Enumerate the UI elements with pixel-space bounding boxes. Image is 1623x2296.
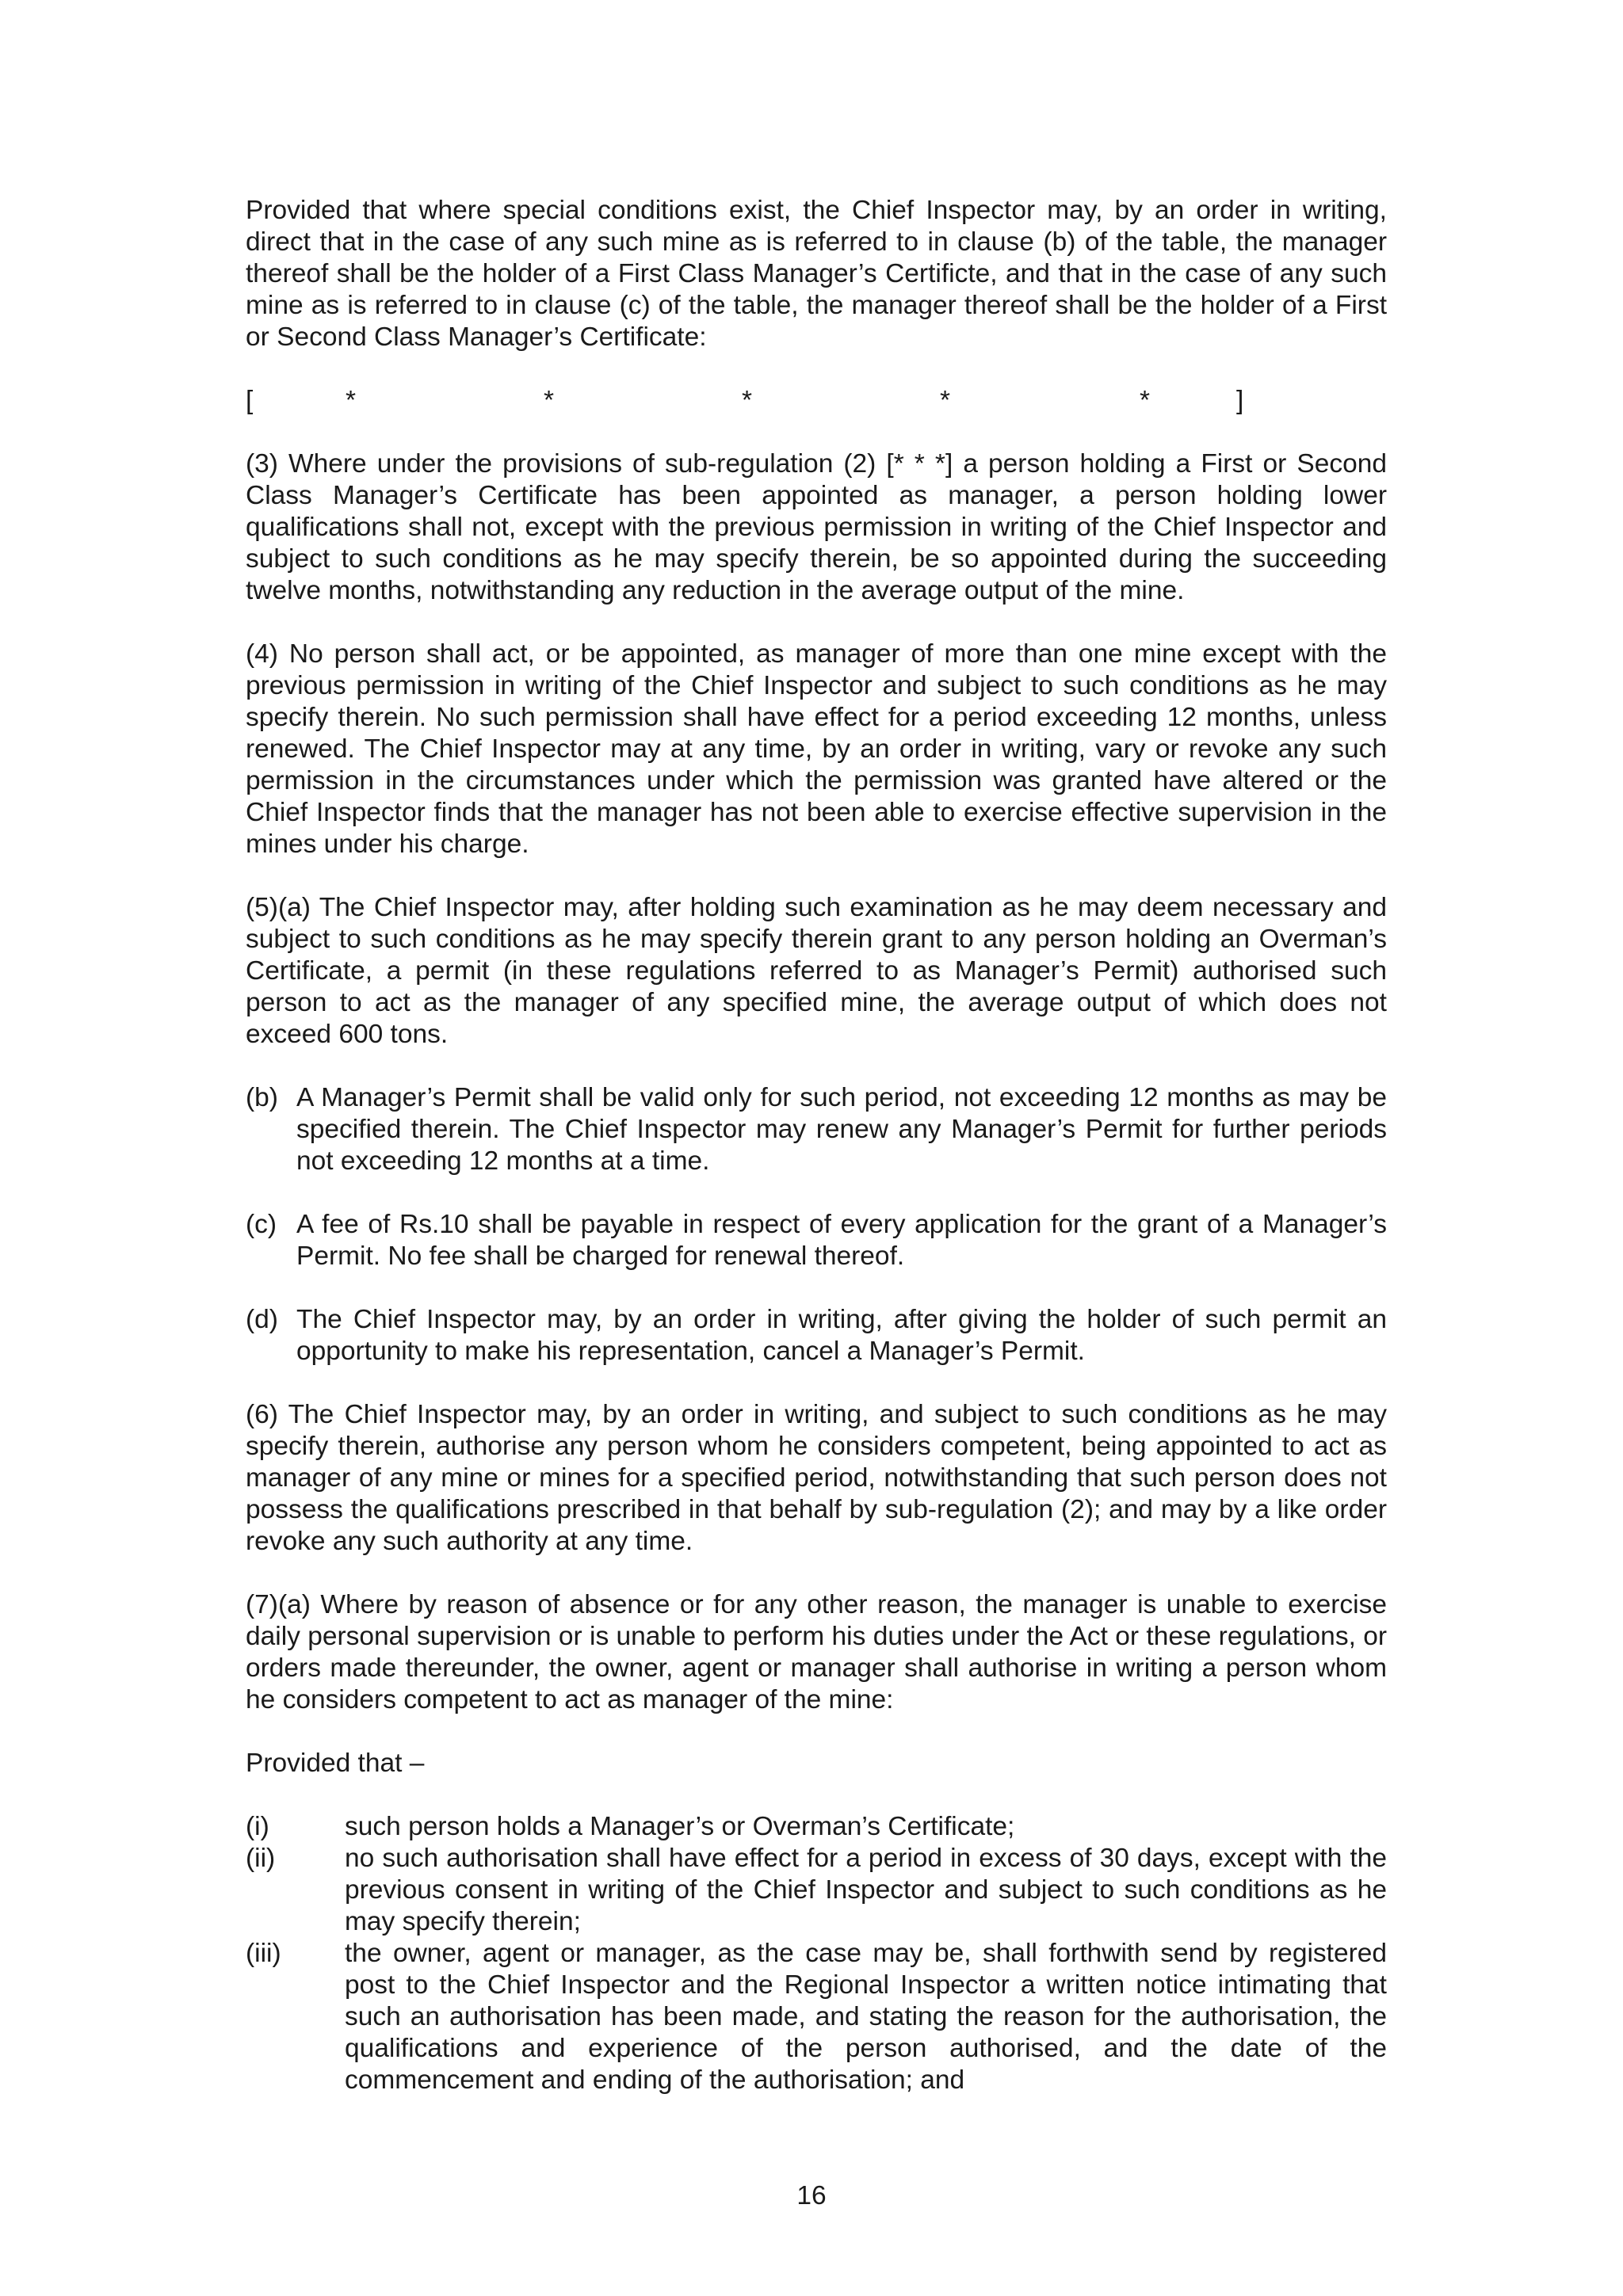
- sub-item-text: A fee of Rs.10 shall be payable in respect of every application for the grant of a Manager’s Permit. No fee shall be charged for renewal thereof.: [296, 1210, 1387, 1271]
- close-bracket: ]: [1236, 386, 1244, 415]
- paragraph-6: (6) The Chief Inspector may, by an order in writing, and subject to such conditions as he may specify therein, authorise any person whom he considers competent, being appointed to act as manager of any mine or mines for a specified period, notwithstanding that such person does not possess the qualifications prescribed in that behalf by sub-regulation (2); and may by a like order revoke any such authority at any time.: [246, 1400, 1387, 1556]
- paragraph-7a: (7)(a) Where by reason of absence or for any other reason, the manager is unable to exercise daily personal supervision or is unable to perform his duties under the Act or these regulations, or orders made thereunder, the owner, agent or manager shall authorise in writing a person whom he considers competent to act as manager of the mine:: [246, 1590, 1387, 1714]
- sub-item-5d: [246, 1304, 1387, 1367]
- roman-item-i: [246, 1811, 1387, 1843]
- paragraph-3: (3) Where under the provisions of sub-regulation (2) [* * *] a person holding a First or Second Class Manager’s Certificate has been appointed as manager, a person holding lower qualifications shall not, except with the previous permission in writing of the Chief Inspector and subject to such conditions as he may specify therein, be so appointed during the succeeding twelve months, notwithstanding any reduction in the average output of the mine.: [246, 449, 1387, 605]
- paragraph-5a: (5)(a) The Chief Inspector may, after holding such examination as he may deem necessary and subject to such conditions as he may specify therein grant to any person holding an Overman’s Certificate, a permit (in these regulations referred to as Manager’s Permit) authorised such person to act as the manager of any specified mine, the average output of which does not exceed 600 tons.: [246, 893, 1387, 1049]
- omission-star-4: *: [940, 386, 951, 415]
- paragraph-4: (4) No person shall act, or be appointed, as manager of more than one mine except with the previous permission in writing of the Chief Inspector and subject to such conditions as he may specify therein. No such permission shall have effect for a period exceeding 12 months, unless renewed. The Chief Inspector may at any time, by an order in writing, vary or revoke any such permission in the circumstances under which the permission was granted have altered or the Chief Inspector finds that the manager has not been able to exercise effective supervision in the mines under his charge.: [246, 639, 1387, 859]
- omission-row: [246, 385, 1387, 417]
- roman-item-iii: [246, 1938, 1387, 2096]
- roman-item-ii: [246, 1843, 1387, 1938]
- roman-item-text: such person holds a Manager’s or Overman’s Certificate;: [345, 1812, 1015, 1841]
- document-page: [246, 195, 1387, 2096]
- sub-item-5c: [246, 1209, 1387, 1272]
- sub-item-label: (c): [246, 1210, 277, 1239]
- roman-item-label: (iii): [246, 1939, 281, 1968]
- sub-item-label: (d): [246, 1305, 278, 1334]
- omission-star-5: *: [1140, 386, 1151, 415]
- proviso-paragraph: Provided that where special conditions exist, the Chief Inspector may, by an order in writing, direct that in the case of any such mine as is referred to in clause (b) of the table, the manager thereof shall be the holder of a First Class Manager’s Certificte, and that in the case of any such mine as is referred to in clause (c) of the table, the manager thereof shall be the holder of a First or Second Class Manager’s Certificate:: [246, 196, 1387, 352]
- sub-item-text: The Chief Inspector may, by an order in writing, after giving the holder of such permit an opportunity to make his representation, cancel a Manager’s Permit.: [296, 1305, 1387, 1366]
- omission-star-2: *: [544, 386, 555, 415]
- roman-item-text: the owner, agent or manager, as the case may be, shall forthwith send by registered post to the Chief Inspector and the Regional Inspector a written notice intimating that such an authorisation has been made, and stating the reason for the authorisation, the qualifications and experience of the person authorised, and the date of the commencement and ending of the authorisation; and: [345, 1939, 1387, 2095]
- open-bracket: [: [246, 386, 254, 415]
- roman-item-label: (i): [246, 1812, 269, 1841]
- roman-item-label: (ii): [246, 1844, 276, 1873]
- sub-item-label: (b): [246, 1083, 278, 1112]
- sub-item-5b: [246, 1082, 1387, 1177]
- sub-item-text: A Manager’s Permit shall be valid only for such period, not exceeding 12 months as may be specified therein. The Chief Inspector may renew any Manager’s Permit for further periods not exceeding 12 months at a time.: [296, 1083, 1387, 1176]
- omission-star-3: *: [742, 386, 753, 415]
- roman-item-text: no such authorisation shall have effect for a period in excess of 30 days, except with the previous consent in writing of the Chief Inspector and subject to such conditions as he may specify therein;: [345, 1844, 1387, 1936]
- omission-star-1: *: [346, 386, 357, 415]
- provided-that: Provided that –: [246, 1749, 425, 1778]
- page-number: 16: [796, 2181, 827, 2210]
